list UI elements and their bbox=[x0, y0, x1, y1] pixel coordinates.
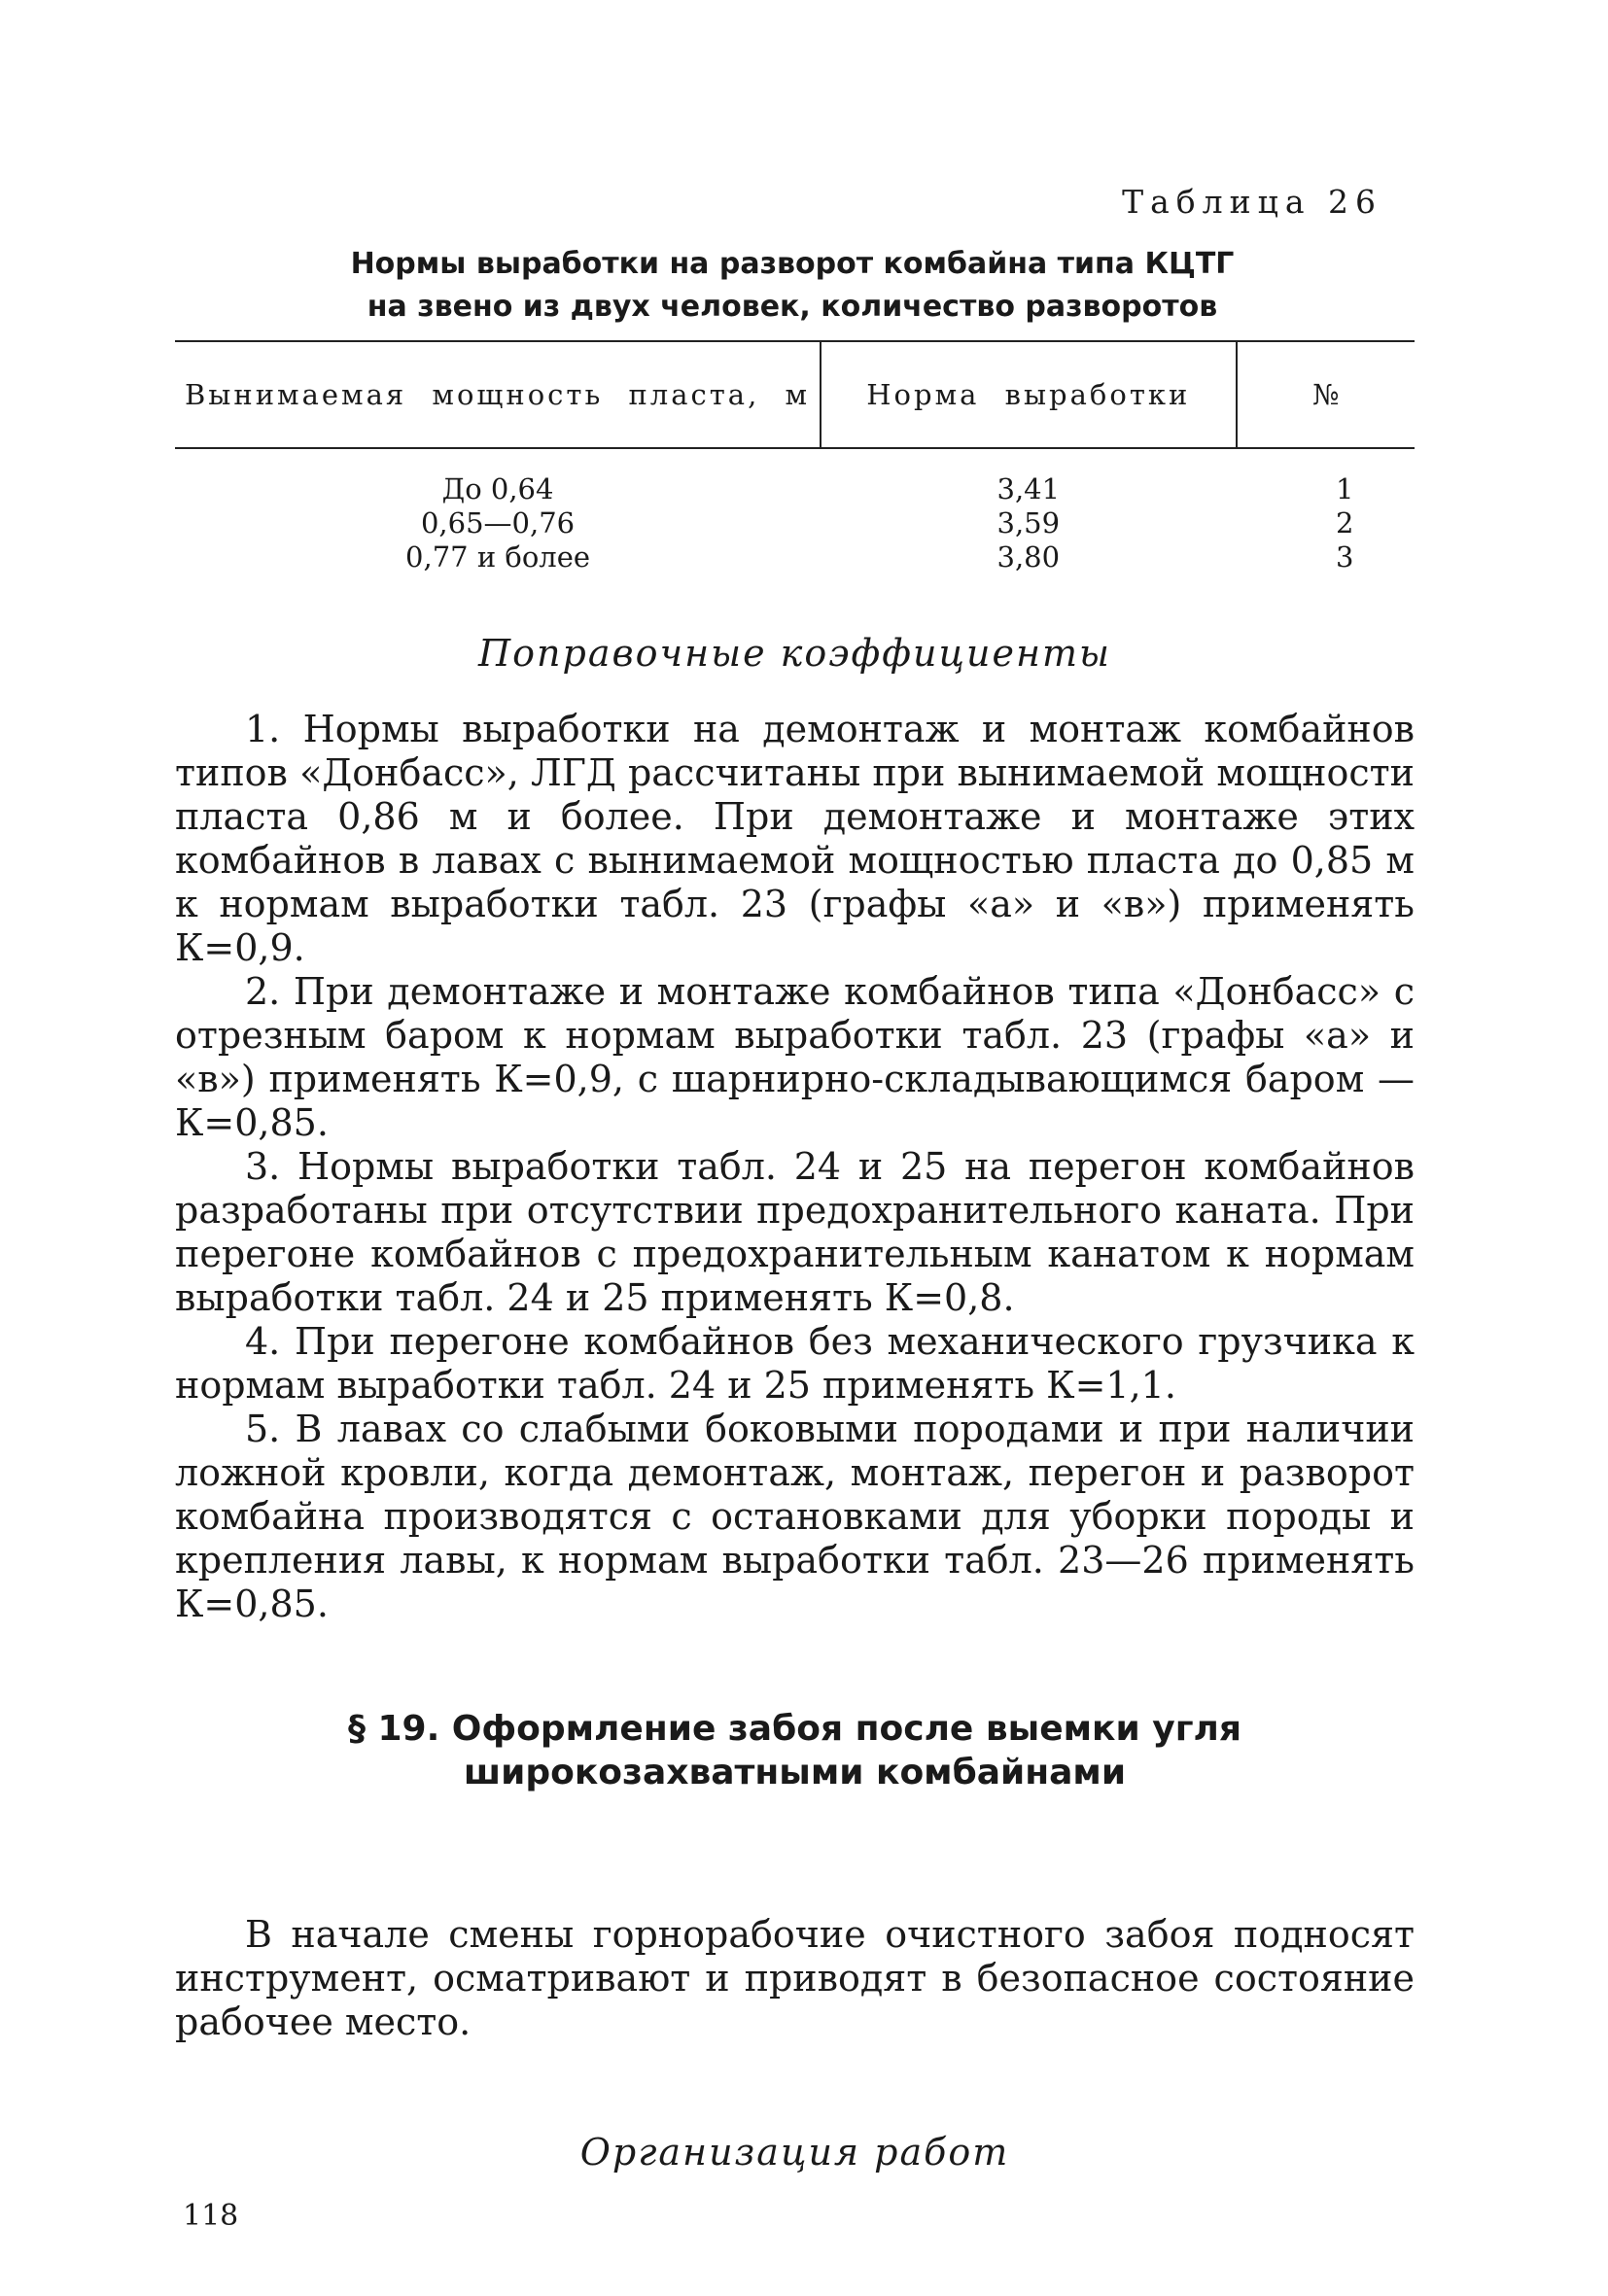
header-thickness: Вынимаемая мощность пласта, м bbox=[175, 341, 821, 448]
coefficients-heading: Поправочные коэффициенты bbox=[478, 632, 1111, 675]
section-title-line-2: широкозахватными комбайнами bbox=[463, 1753, 1127, 1792]
cell-number: 1 bbox=[1336, 472, 1354, 505]
table-title-line-1: Нормы выработки на разворот комбайна типа КЦТГ bbox=[350, 247, 1235, 281]
cell-norm: 3,59 bbox=[996, 506, 1061, 539]
cell-norm: 3,80 bbox=[996, 540, 1061, 574]
table-title-line-2: на звено из двух человек, количество разворотов bbox=[367, 290, 1218, 324]
coefficient-item: 5. В лавах со слабыми боковыми породами и при наличии ложной кровли, когда демонтаж, монтаж, перегон и разворот комбайна производятся с остановками для уборки породы и крепления лавы, к нормам выработки табл. 23—26 применять К=0,85. bbox=[175, 1408, 1415, 1625]
table-row bbox=[175, 540, 1415, 574]
coefficient-item: 1. Нормы выработки на демонтаж и монтаж комбайнов типов «Донбасс», ЛГД рассчитаны при вынимаемой мощности пласта 0,86 м и более. При демонтаже и монтаже этих комбайнов в лавах с вынимаемой мощностью пласта до 0,85 м к нормам выработки табл. 23 (графы «а» и «в») применять К=0,9. bbox=[175, 708, 1415, 969]
coefficient-item: 3. Нормы выработки табл. 24 и 25 на перегон комбайнов разработаны при отсутствии предохранительного каната. При перегоне комбайнов с предохранительным канатом к нормам выработки табл. 24 и 25 применять К=0,8. bbox=[175, 1145, 1415, 1319]
coefficients-list bbox=[175, 708, 1415, 1626]
cell-number: 3 bbox=[1336, 540, 1354, 574]
table-row bbox=[175, 506, 1415, 540]
header-number: № bbox=[1237, 341, 1416, 448]
page-number: 118 bbox=[183, 2199, 239, 2233]
norm-table bbox=[175, 340, 1415, 574]
section-title bbox=[175, 1707, 1415, 1794]
table-row bbox=[175, 448, 1415, 506]
cell-norm: 3,41 bbox=[996, 472, 1061, 505]
cell-thickness: До 0,64 bbox=[441, 472, 554, 505]
header-norm: Норма выработки bbox=[821, 341, 1236, 448]
cell-thickness: 0,65—0,76 bbox=[420, 506, 576, 539]
coefficient-item: 4. При перегоне комбайнов без механического грузчика к нормам выработки табл. 24 и 25 применять К=1,1. bbox=[175, 1320, 1415, 1407]
cell-number: 2 bbox=[1336, 506, 1354, 539]
section-title-line-1: § 19. Оформление забоя после выемки угля bbox=[347, 1709, 1242, 1749]
table-title bbox=[175, 243, 1410, 329]
section-paragraph: В начале смены горнорабочие очистного забоя подносят инструмент, осматривают и приводят в безопасное состояние рабочее место. bbox=[175, 1913, 1415, 2043]
section-body bbox=[175, 1913, 1415, 2044]
table-label: Таблица 26 bbox=[1122, 183, 1382, 221]
section-subheading: Организация работ bbox=[579, 2131, 1010, 2174]
cell-thickness: 0,77 и более bbox=[405, 540, 591, 574]
table-header-row bbox=[175, 341, 1415, 448]
coefficient-item: 2. При демонтаже и монтаже комбайнов типа «Донбасс» с отрезным баром к нормам выработки табл. 23 (графы «а» и «в») применять К=0,9, с шарнирно-складывающимся баром — К=0,85. bbox=[175, 970, 1415, 1144]
